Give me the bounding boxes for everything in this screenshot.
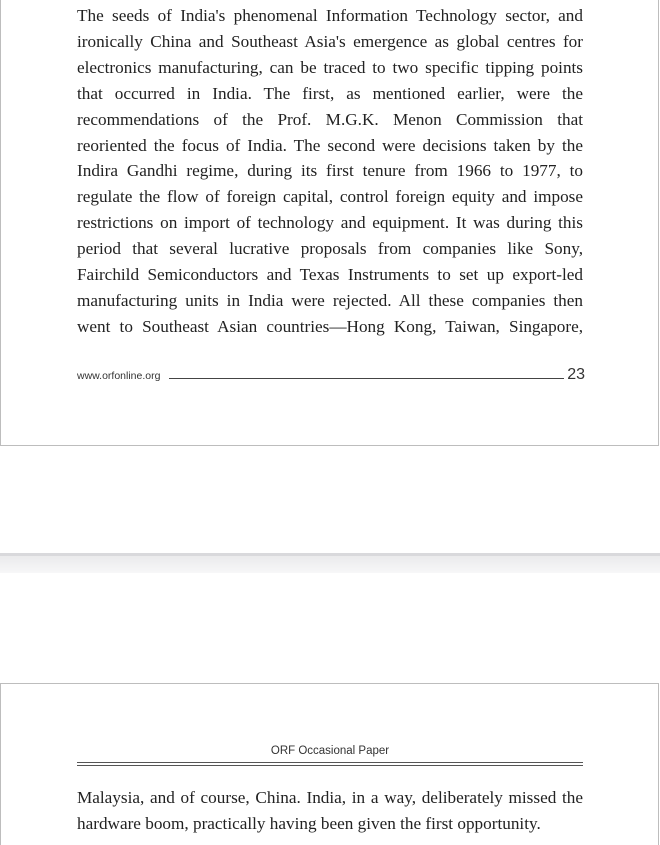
text-line: manufacturing units in India were rejected. All these companies then [77,290,583,310]
text-line: Indira Gandhi regime, during its first tenure from 1966 to 1977, to [77,161,583,181]
body-paragraph [77,785,583,837]
text-line: Malaysia, and of course, China. India, in a way, deliberately missed the [77,788,583,807]
text-line: hardware boom, practically having been given the first opportunity. [77,813,541,833]
text-line: went to Southeast Asian countries—Hong Kong, Taiwan, Singapore, [77,316,583,336]
page-gap [0,553,660,573]
header-rule [77,762,583,763]
text-line: regulate the flow of foreign capital, control foreign equity and impose [77,187,583,207]
page-divider [0,553,660,556]
text-line: ironically China and Southeast Asia's emergence as global centres for [77,31,583,51]
header-rule [77,765,583,766]
text-line: period that several lucrative proposals from companies like Sony, [77,239,583,259]
text-line: reoriented the focus of India. The second were decisions taken by the [77,135,583,155]
text-line: restrictions on import of technology and equipment. It was during this [77,213,583,233]
text-line: recommendations of the Prof. M.G.K. Menon Commission that [77,109,583,129]
text-line: electronics manufacturing, can be traced to two specific tipping points [77,57,583,77]
running-header-title: ORF Occasional Paper [270,745,390,757]
text-line: The seeds of India's phenomenal Information Technology sector, and [77,6,583,25]
footer-rule [169,378,564,379]
footer-url-link[interactable]: www.orfonline.org [77,370,161,382]
page-header [77,745,583,769]
text-line: Fairchild Semiconductors and Texas Instruments to set up export-led [77,265,583,285]
page-footer [77,366,585,388]
text-line: that occurred in India. The first, as mentioned earlier, were the [77,83,583,103]
body-paragraph [77,3,583,340]
page-number: 23 [567,366,585,383]
